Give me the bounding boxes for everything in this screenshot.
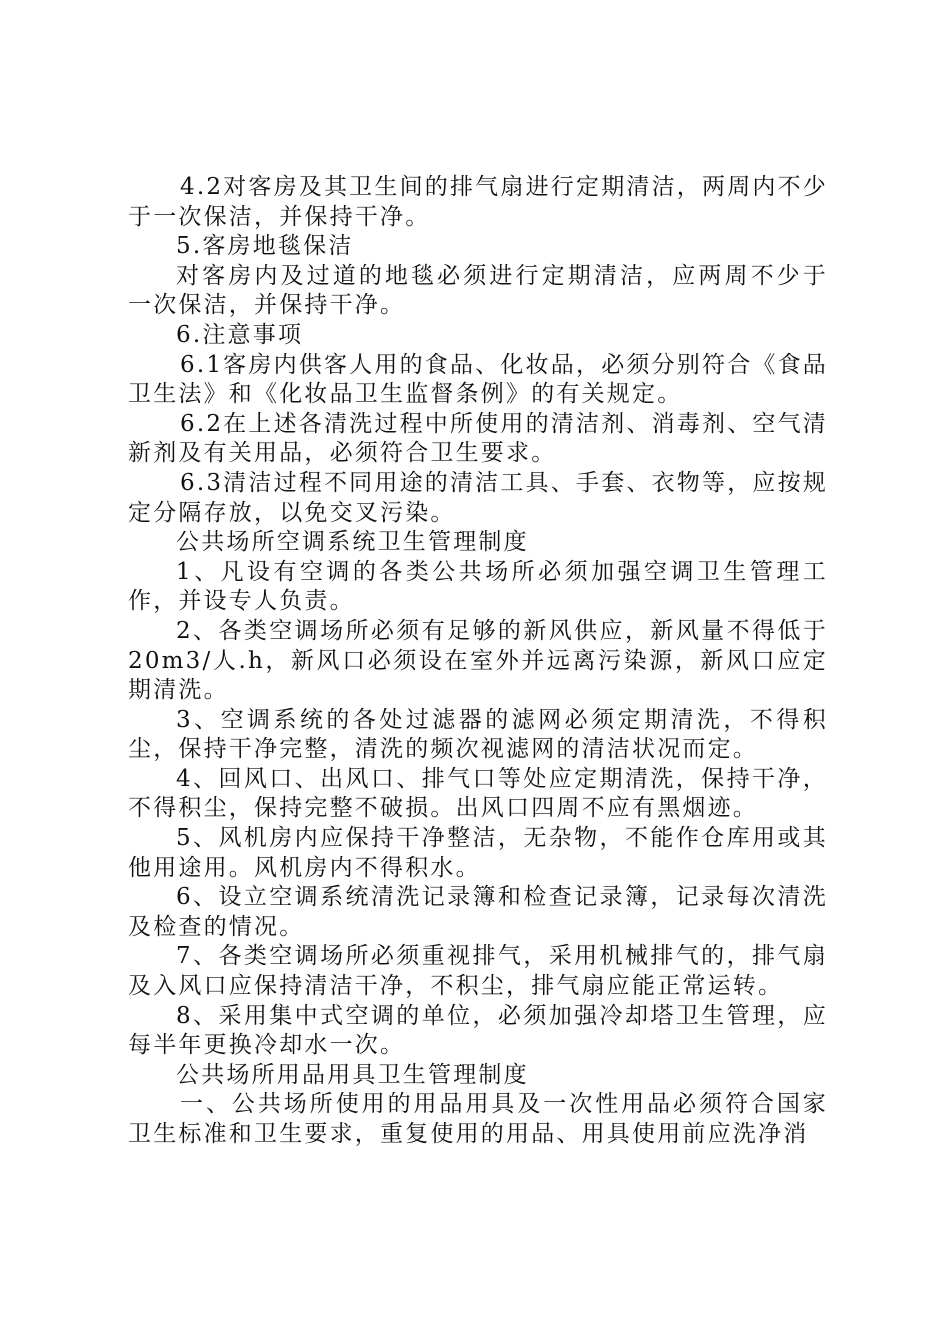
ac-rule-1: 1、凡设有空调的各类公共场所必须加强空调卫生管理工作，并设专人负责。 (128, 558, 828, 615)
paragraph-6-3: 6.3清洁过程不同用途的清洁工具、手套、衣物等，应按规定分隔存放，以免交叉污染。 (128, 469, 828, 526)
paragraph-carpet-cleaning: 对客房内及过道的地毯必须进行定期清洁，应两周不少于一次保洁，并保持干净。 (128, 262, 828, 319)
paragraph-6-2: 6.2在上述各清洗过程中所使用的清洁剂、消毒剂、空气清新剂及有关用品，必须符合卫生要求。 (128, 410, 828, 467)
paragraph-6-1: 6.1客房内供客人用的食品、化妆品，必须分别符合《食品卫生法》和《化妆品卫生监督条例》的有关规定。 (128, 351, 828, 408)
ac-rule-5: 5、风机房内应保持干净整洁，无杂物，不能作仓库用或其他用途用。风机房内不得积水。 (128, 825, 828, 881)
supplies-rule-1: 一、公共场所使用的用品用具及一次性用品必须符合国家卫生标准和卫生要求，重复使用的用品、用具使用前应洗净消 (128, 1091, 828, 1147)
ac-rule-4: 4、回风口、出风口、排气口等处应定期清洗，保持干净，不得积尘，保持完整不破损。出风口四周不应有黑烟迹。 (128, 765, 828, 822)
heading-air-conditioning-rules: 公共场所空调系统卫生管理制度 (176, 529, 529, 556)
paragraph-4-2: 4.2对客房及其卫生间的排气扇进行定期清洁，两周内不少于一次保洁，并保持干净。 (128, 174, 828, 230)
heading-carpet-cleaning: 5.客房地毯保洁 (176, 233, 354, 260)
ac-rule-3: 3、空调系统的各处过滤器的滤网必须定期清洗，不得积尘，保持干净完整，清洗的频次视滤网的清洁状况而定。 (128, 706, 828, 763)
heading-supplies-rules: 公共场所用品用具卫生管理制度 (176, 1061, 529, 1088)
document-body (128, 173, 828, 1150)
ac-rule-7: 7、各类空调场所必须重视排气，采用机械排气的，排气扇及入风口应保持清洁干净，不积尘，排气扇应能正常运转。 (128, 943, 828, 1000)
ac-rule-8: 8、采用集中式空调的单位，必须加强冷却塔卫生管理，应每半年更换冷却水一次。 (128, 1002, 828, 1059)
ac-rule-6: 6、设立空调系统清洗记录簿和检查记录簿，记录每次清洗及检查的情况。 (128, 884, 828, 940)
heading-notes: 6.注意事项 (176, 321, 304, 348)
ac-rule-2: 2、各类空调场所必须有足够的新风供应，新风量不得低于20m3/人.h，新风口必须设在室外并远离污染源，新风口应定期清洗。 (128, 617, 828, 704)
